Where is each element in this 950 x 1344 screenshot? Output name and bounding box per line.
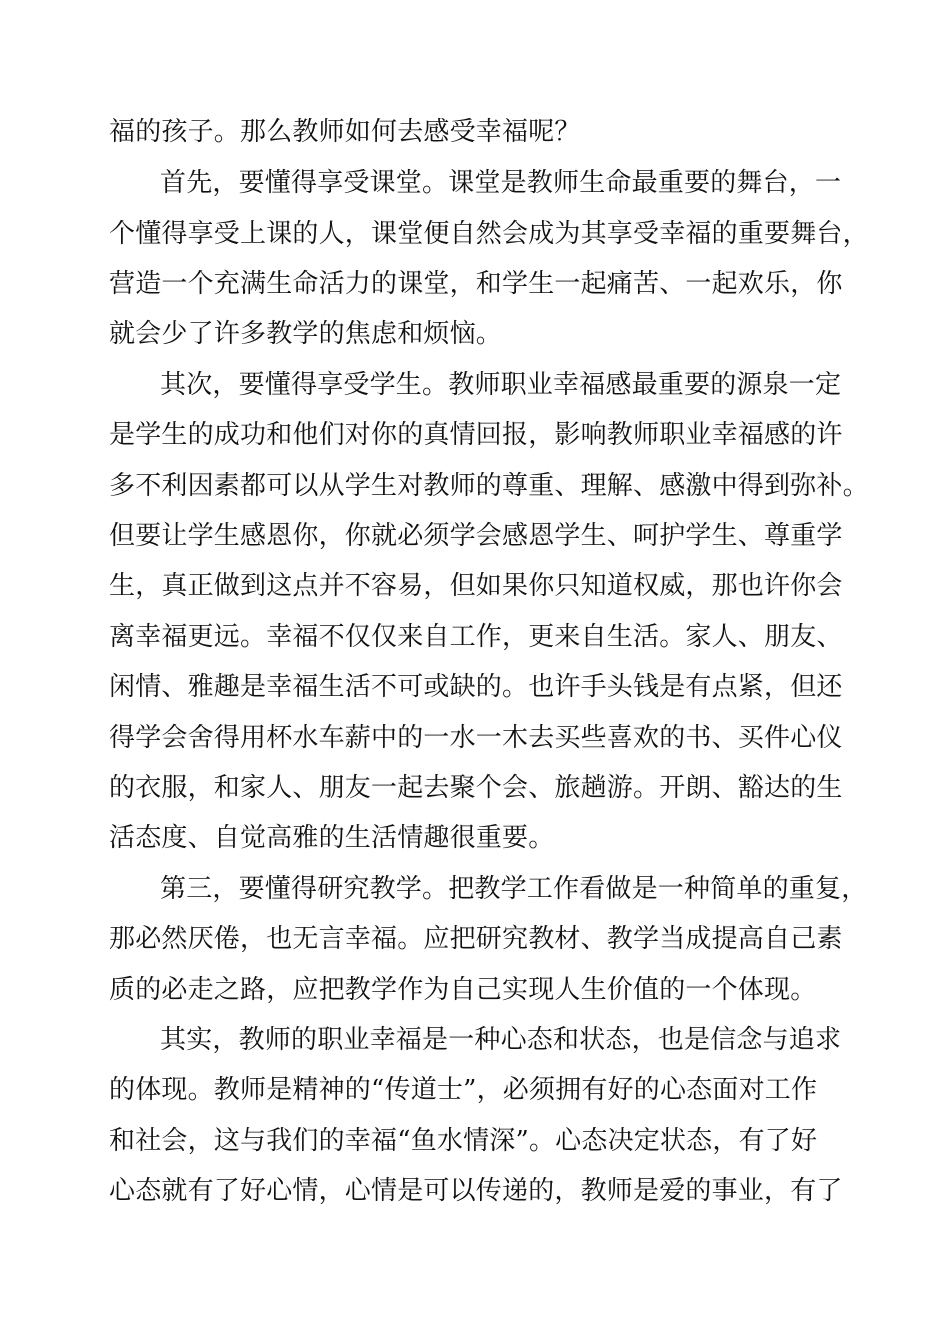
text-line: 的体现。教师是精神的“传道士”，必须拥有好的心态面对工作 [109, 1075, 818, 1105]
text-line: 个懂得享受上课的人，课堂便自然会成为其享受幸福的重要舞台， [109, 219, 869, 249]
text-line: 活态度、自觉高雅的生活情趣很重要。 [109, 823, 555, 853]
text-line: 是学生的成功和他们对你的真情回报，影响教师职业幸福感的许 [109, 420, 843, 450]
text-line: 和社会，这与我们的幸福“鱼水情深”。心态决定状态，有了好 [109, 1126, 818, 1156]
text-line: 离幸福更远。幸福不仅仅来自工作，更来自生活。家人、朋友、 [109, 622, 843, 652]
text-line: 就会少了许多教学的焦虑和烦恼。 [109, 319, 503, 349]
paragraph-first-line: 首先，要懂得享受课堂。课堂是教师生命最重要的舞台，一 [160, 168, 842, 198]
paragraph-first-line: 其实，教师的职业幸福是一种心态和状态，也是信念与追求 [160, 1025, 842, 1055]
text-line: 心态就有了好心情，心情是可以传递的，教师是爱的事业，有了 [109, 1176, 843, 1206]
text-line: 那必然厌倦，也无言幸福。应把研究教材、教学当成提高自己素 [109, 924, 843, 954]
text-line: 福的孩子。那么教师如何去感受幸福呢？ [109, 117, 581, 147]
text-line: 的衣服，和家人、朋友一起去聚个会、旅趟游。开朗、豁达的生 [109, 773, 843, 803]
text-line: 得学会舍得用杯水车薪中的一水一木去买些喜欢的书、买件心仪 [109, 723, 843, 753]
paragraph-first-line: 第三，要懂得研究教学。把教学工作看做是一种简单的重复， [160, 874, 868, 904]
text-line: 生，真正做到这点并不容易，但如果你只知道权威，那也许你会 [109, 571, 843, 601]
text-line: 多不利因素都可以从学生对教师的尊重、理解、感激中得到弥补。 [109, 471, 869, 501]
text-line: 闲情、雅趣是幸福生活不可或缺的。也许手头钱是有点紧，但还 [109, 672, 843, 702]
text-line: 营造一个充满生命活力的课堂，和学生一起痛苦、一起欢乐，你 [109, 269, 843, 299]
paragraph-first-line: 其次，要懂得享受学生。教师职业幸福感最重要的源泉一定 [160, 370, 842, 400]
text-line: 质的必走之路，应把教学作为自己实现人生价值的一个体现。 [109, 975, 817, 1005]
text-line: 但要让学生感恩你，你就必须学会感恩学生、呵护学生、尊重学 [109, 521, 843, 551]
